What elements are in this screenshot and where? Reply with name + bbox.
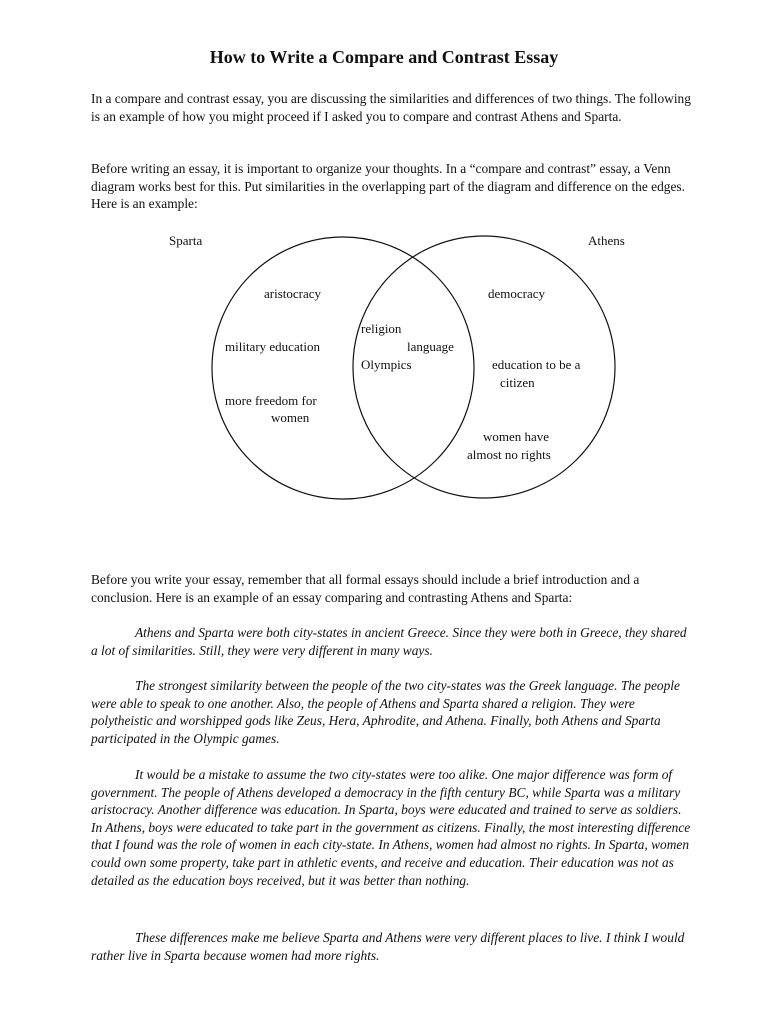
venn-label-sparta: Sparta — [169, 233, 203, 248]
venn-item-almost-no-rights: almost no rights — [467, 447, 551, 462]
venn-item-more-freedom: more freedom for — [225, 393, 317, 408]
venn-label-athens: Athens — [588, 233, 625, 248]
venn-item-religion: religion — [361, 321, 402, 336]
venn-item-women: women — [271, 410, 310, 425]
page-title: How to Write a Compare and Contrast Essay — [209, 47, 559, 67]
intro-paragraph-1: In a compare and contrast essay, you are discussing the similarities and differences of two things. The following is an example of how you might proceed if I asked you to compare and contrast Athens and Sparta. — [91, 91, 691, 124]
venn-diagram — [0, 225, 768, 515]
essay-paragraph-intro: Athens and Sparta were both city-states in ancient Greece. Since they were both in Greece, they shared a lot of similarities. Still, they were very different in many ways. — [91, 625, 687, 658]
venn-item-democracy: democracy — [488, 286, 546, 301]
sparta-circle — [212, 237, 474, 499]
venn-item-language: language — [407, 339, 454, 354]
venn-item-citizen: citizen — [500, 375, 535, 390]
venn-item-olympics: Olympics — [361, 357, 412, 372]
essay-paragraph-differences: It would be a mistake to assume the two city-states were too alike. One major difference was form of government. The people of Athens developed a democracy in the fifth century BC, while Sparta was a military aristocracy. Another difference was education. In Sparta, boys were educated and trained to serve as soldiers. In Athens, boys were educated to take part in the government as citizens. Finally, the most interesting difference that I found was the role of women in each city-state. In Athens, women had almost no rights. In Sparta, women could own some property, take part in athletic events, and receive and education. Their education was not as detailed as the education boys received, but it was better than nothing. — [91, 767, 691, 888]
venn-item-education-citizen: education to be a — [492, 357, 581, 372]
venn-item-military-education: military education — [225, 339, 320, 354]
essay-paragraph-similarities: The strongest similarity between the people of the two city-states was the Greek language. The people were able to speak to one another. Also, the people of Athens and Sparta shared a religion. They were polytheistic and worshipped gods like Zeus, Hera, Aphrodite, and Athena. Finally, both Athens and Sparta participated in the Olympic games. — [91, 678, 680, 746]
venn-item-women-have: women have — [483, 429, 550, 444]
intro-paragraph-2: Before writing an essay, it is important to organize your thoughts. In a “compare and contrast” essay, a Venn diagram works best for this. Put similarities in the overlapping part of the diagram and difference on the edges. Here is an example: — [91, 161, 685, 212]
transition-paragraph: Before you write your essay, remember that all formal essays should include a brief introduction and a conclusion. Here is an example of an essay comparing and contrasting Athens and Sparta: — [91, 572, 640, 605]
essay-paragraph-conclusion: These differences make me believe Sparta and Athens were very different places to live. I think I would rather live in Sparta because women had more rights. — [91, 930, 685, 963]
venn-item-aristocracy: aristocracy — [264, 286, 322, 301]
